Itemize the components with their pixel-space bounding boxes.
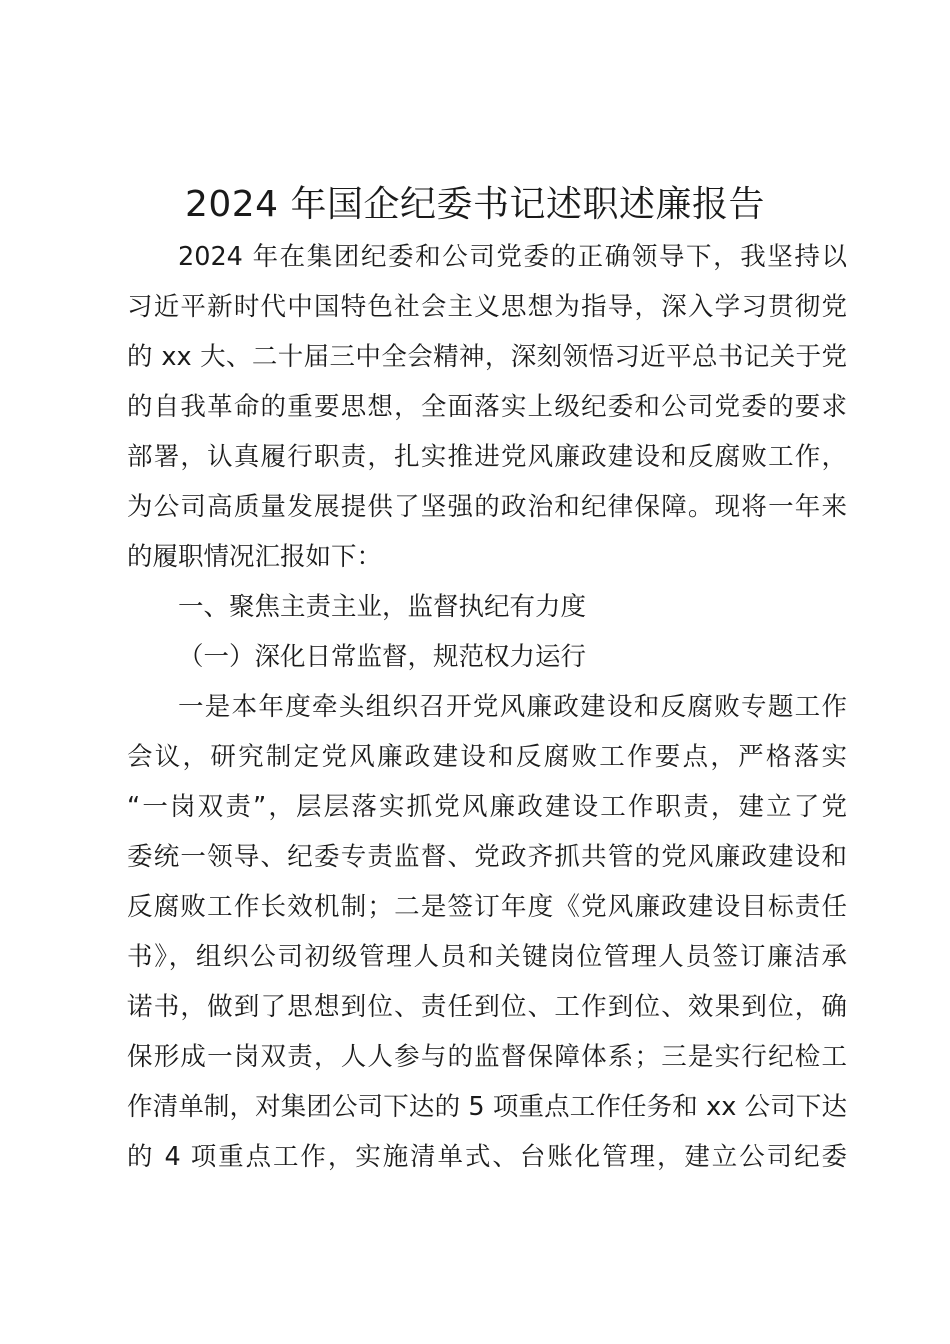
paragraph-line: “一岗双责”，层层落实抓党风廉政建设工作职责，建立了党: [127, 792, 847, 822]
paragraph-line: 反腐败工作长效机制；二是签订年度《党风廉政建设目标责任: [127, 892, 847, 922]
paragraph-line: 书》，组织公司初级管理人员和关键岗位管理人员签订廉洁承: [127, 942, 847, 972]
paragraph-line: 的履职情况汇报如下：: [127, 542, 383, 572]
paragraph-line: 的 4 项重点工作，实施清单式、台账化管理，建立公司纪委: [127, 1142, 847, 1172]
paragraph-line: 保形成一岗双责，人人参与的监督保障体系；三是实行纪检工: [127, 1042, 847, 1072]
paragraph-line: 会议，研究制定党风廉政建设和反腐败工作要点，严格落实: [127, 742, 847, 772]
document-body: [127, 232, 847, 1182]
paragraph-line: 作清单制，对集团公司下达的 5 项重点工作任务和 xx 公司下达: [127, 1092, 847, 1122]
paragraph-line: 诺书，做到了思想到位、责任到位、工作到位、效果到位，确: [127, 992, 847, 1022]
paragraph-line: 的 xx 大、二十届三中全会精神，深刻领悟习近平总书记关于党: [127, 342, 847, 372]
section-heading: 一、聚焦主责主业，监督执纪有力度: [178, 592, 587, 622]
paragraph-line: 为公司高质量发展提供了坚强的政治和纪律保障。现将一年来: [127, 492, 847, 522]
paragraph-line: 部署，认真履行职责，扎实推进党风廉政建设和反腐败工作，: [127, 442, 847, 472]
paragraph-line: 习近平新时代中国特色社会主义思想为指导，深入学习贯彻党: [127, 292, 847, 322]
document-title: 2024 年国企纪委书记述职述廉报告: [184, 184, 766, 225]
paragraph-line: 一是本年度牵头组织召开党风廉政建设和反腐败专题工作: [178, 692, 847, 722]
paragraph-line: 2024 年在集团纪委和公司党委的正确领导下，我坚持以: [178, 242, 847, 272]
paragraph-line: 委统一领导、纪委专责监督、党政齐抓共管的党风廉政建设和: [127, 842, 847, 872]
paragraph-line: 的自我革命的重要思想，全面落实上级纪委和公司党委的要求: [127, 392, 847, 422]
subsection-heading: （一）深化日常监督，规范权力运行: [178, 642, 587, 672]
